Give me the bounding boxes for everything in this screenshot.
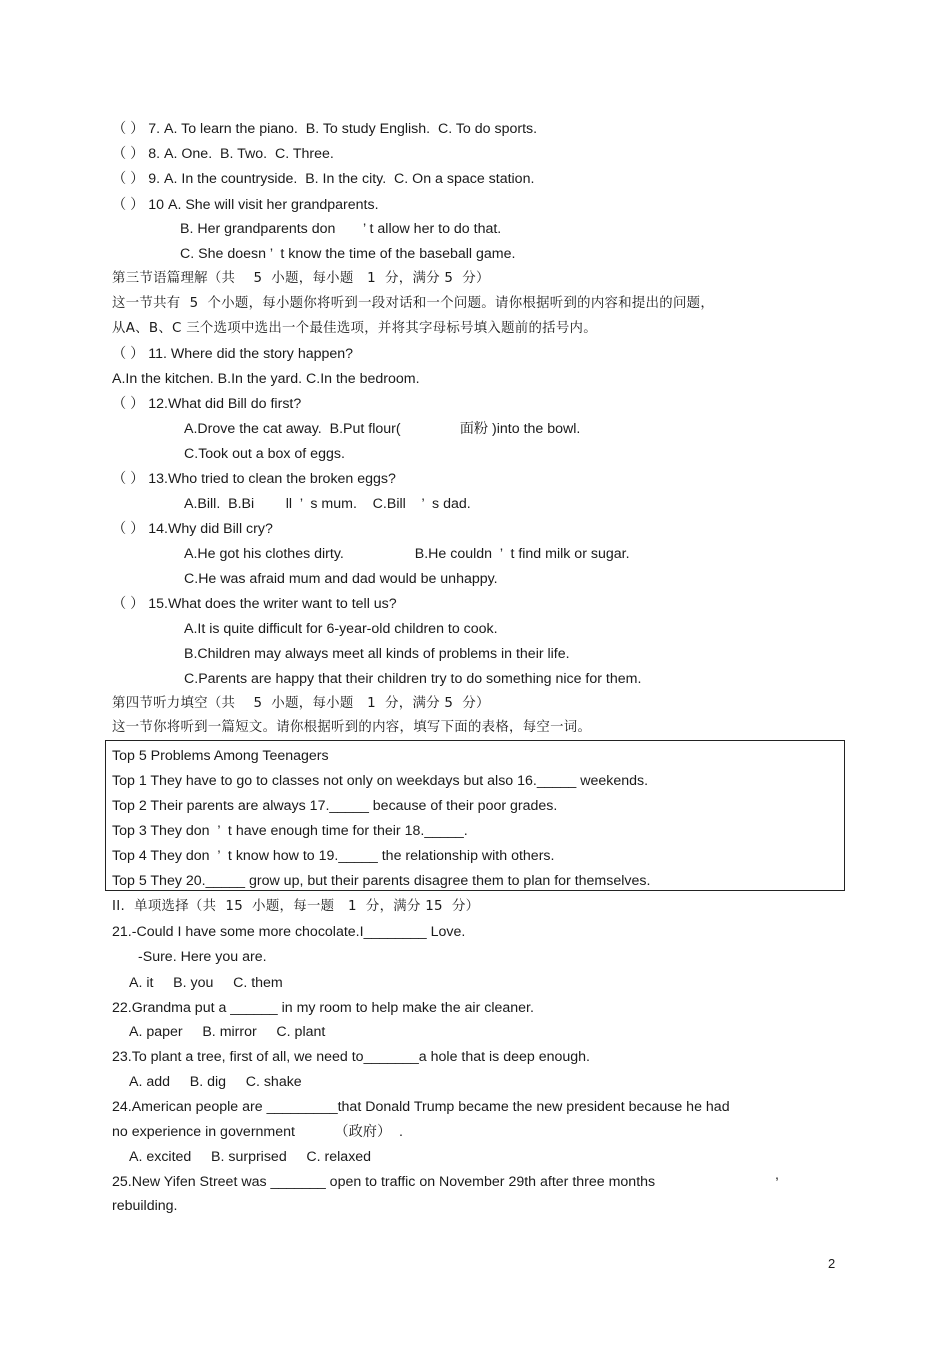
question-12-option-c: C.Took out a box of eggs.: [184, 446, 345, 462]
question-24-options: A. excited B. surprised C. relaxed: [129, 1149, 372, 1165]
item-8: （ ） 8. A. One. B. Two. C. Three.: [112, 146, 334, 162]
question-25-continued: rebuilding.: [112, 1198, 178, 1214]
section-3-instructions-2: 从A、B、C 三个选项中选出一个最佳选项，并将其字母标号填入题前的括号内。: [112, 321, 597, 336]
question-21: 21.-Could I have some more chocolate.I________ Love.: [112, 924, 466, 940]
table-row-top2: Top 2 Their parents are always 17._____ because of their poor grades.: [112, 798, 558, 814]
question-22: 22.Grandma put a ______ in my room to help make the air cleaner.: [112, 1000, 534, 1016]
stray-comma: ,: [775, 1167, 779, 1183]
question-12: （ ） 12.What did Bill do first?: [112, 396, 302, 412]
question-21-response: -Sure. Here you are.: [138, 949, 267, 965]
section-3-heading: 第三节语篇理解（共 5 小题，每小题 1 分，满分 5 分）: [112, 271, 490, 286]
question-21-options: A. it B. you C. them: [129, 975, 283, 991]
question-14: （ ） 14.Why did Bill cry?: [112, 521, 273, 537]
section-3-instructions-1: 这一节共有 5 个小题，每小题你将听到一段对话和一个问题。请你根据听到的内容和提出的问题，: [112, 296, 715, 311]
question-22-options: A. paper B. mirror C. plant: [129, 1024, 326, 1040]
item-9: （ ） 9. A. In the countryside. B. In the city. C. On a space station.: [112, 171, 535, 187]
question-11: （ ） 11. Where did the story happen?: [112, 346, 354, 362]
question-15: （ ） 15.What does the writer want to tell us?: [112, 596, 397, 612]
question-24-continued: no experience in government （政府） .: [112, 1124, 403, 1140]
question-25: 25.New Yifen Street was _______ open to traffic on November 29th after three months: [112, 1174, 656, 1190]
section-4-instructions: 这一节你将听到一篇短文。请你根据听到的内容，填写下面的表格，每空一词。: [112, 720, 592, 735]
page-number: 2: [828, 1256, 836, 1271]
question-23-options: A. add B. dig C. shake: [129, 1074, 302, 1090]
table-row-top1: Top 1 They have to go to classes not only on weekdays but also 16._____ weekends.: [112, 773, 649, 789]
table-title: Top 5 Problems Among Teenagers: [112, 748, 329, 764]
question-13-options: A.Bill. B.Bi ll ’ s mum. C.Bill ’ s dad.: [184, 496, 471, 512]
table-row-top5: Top 5 They 20._____ grow up, but their parents disagree them to plan for themselves.: [112, 873, 651, 889]
question-15-option-b: B.Children may always meet all kinds of problems in their life.: [184, 646, 570, 662]
question-24: 24.American people are _________that Donald Trump became the new president because he had: [112, 1099, 730, 1115]
question-13: （ ） 13.Who tried to clean the broken eggs?: [112, 471, 396, 487]
question-23: 23.To plant a tree, first of all, we need to_______a hole that is deep enough.: [112, 1049, 590, 1065]
table-row-top4: Top 4 They don ’ t know how to 19._____ the relationship with others.: [112, 848, 555, 864]
question-15-option-c: C.Parents are happy that their children try to do something nice for them.: [184, 671, 642, 687]
question-11-options: A.In the kitchen. B.In the yard. C.In the bedroom.: [112, 371, 420, 387]
question-12-options-ab: A.Drove the cat away. B.Put flour( 面粉 )into the bowl.: [184, 421, 581, 437]
question-14-options-ab: A.He got his clothes dirty. B.He couldn ’ t find milk or sugar.: [184, 546, 630, 562]
item-10-option-c: C. She doesn ’ t know the time of the baseball game.: [180, 246, 516, 262]
question-15-option-a: A.It is quite difficult for 6-year-old children to cook.: [184, 621, 498, 637]
item-7: （ ） 7. A. To learn the piano. B. To study English. C. To do sports.: [112, 121, 538, 137]
item-10-option-b: B. Her grandparents don ’ t allow her to do that.: [180, 221, 502, 237]
part-2-heading: II. 单项选择（共 15 小题，每一题 1 分，满分 15 分）: [112, 899, 480, 914]
question-14-option-c: C.He was afraid mum and dad would be unhappy.: [184, 571, 498, 587]
table-row-top3: Top 3 They don ’ t have enough time for their 18._____.: [112, 823, 468, 839]
item-10: （ ） 10 A. She will visit her grandparents.: [112, 197, 379, 213]
section-4-heading: 第四节听力填空（共 5 小题，每小题 1 分，满分 5 分）: [112, 696, 490, 711]
